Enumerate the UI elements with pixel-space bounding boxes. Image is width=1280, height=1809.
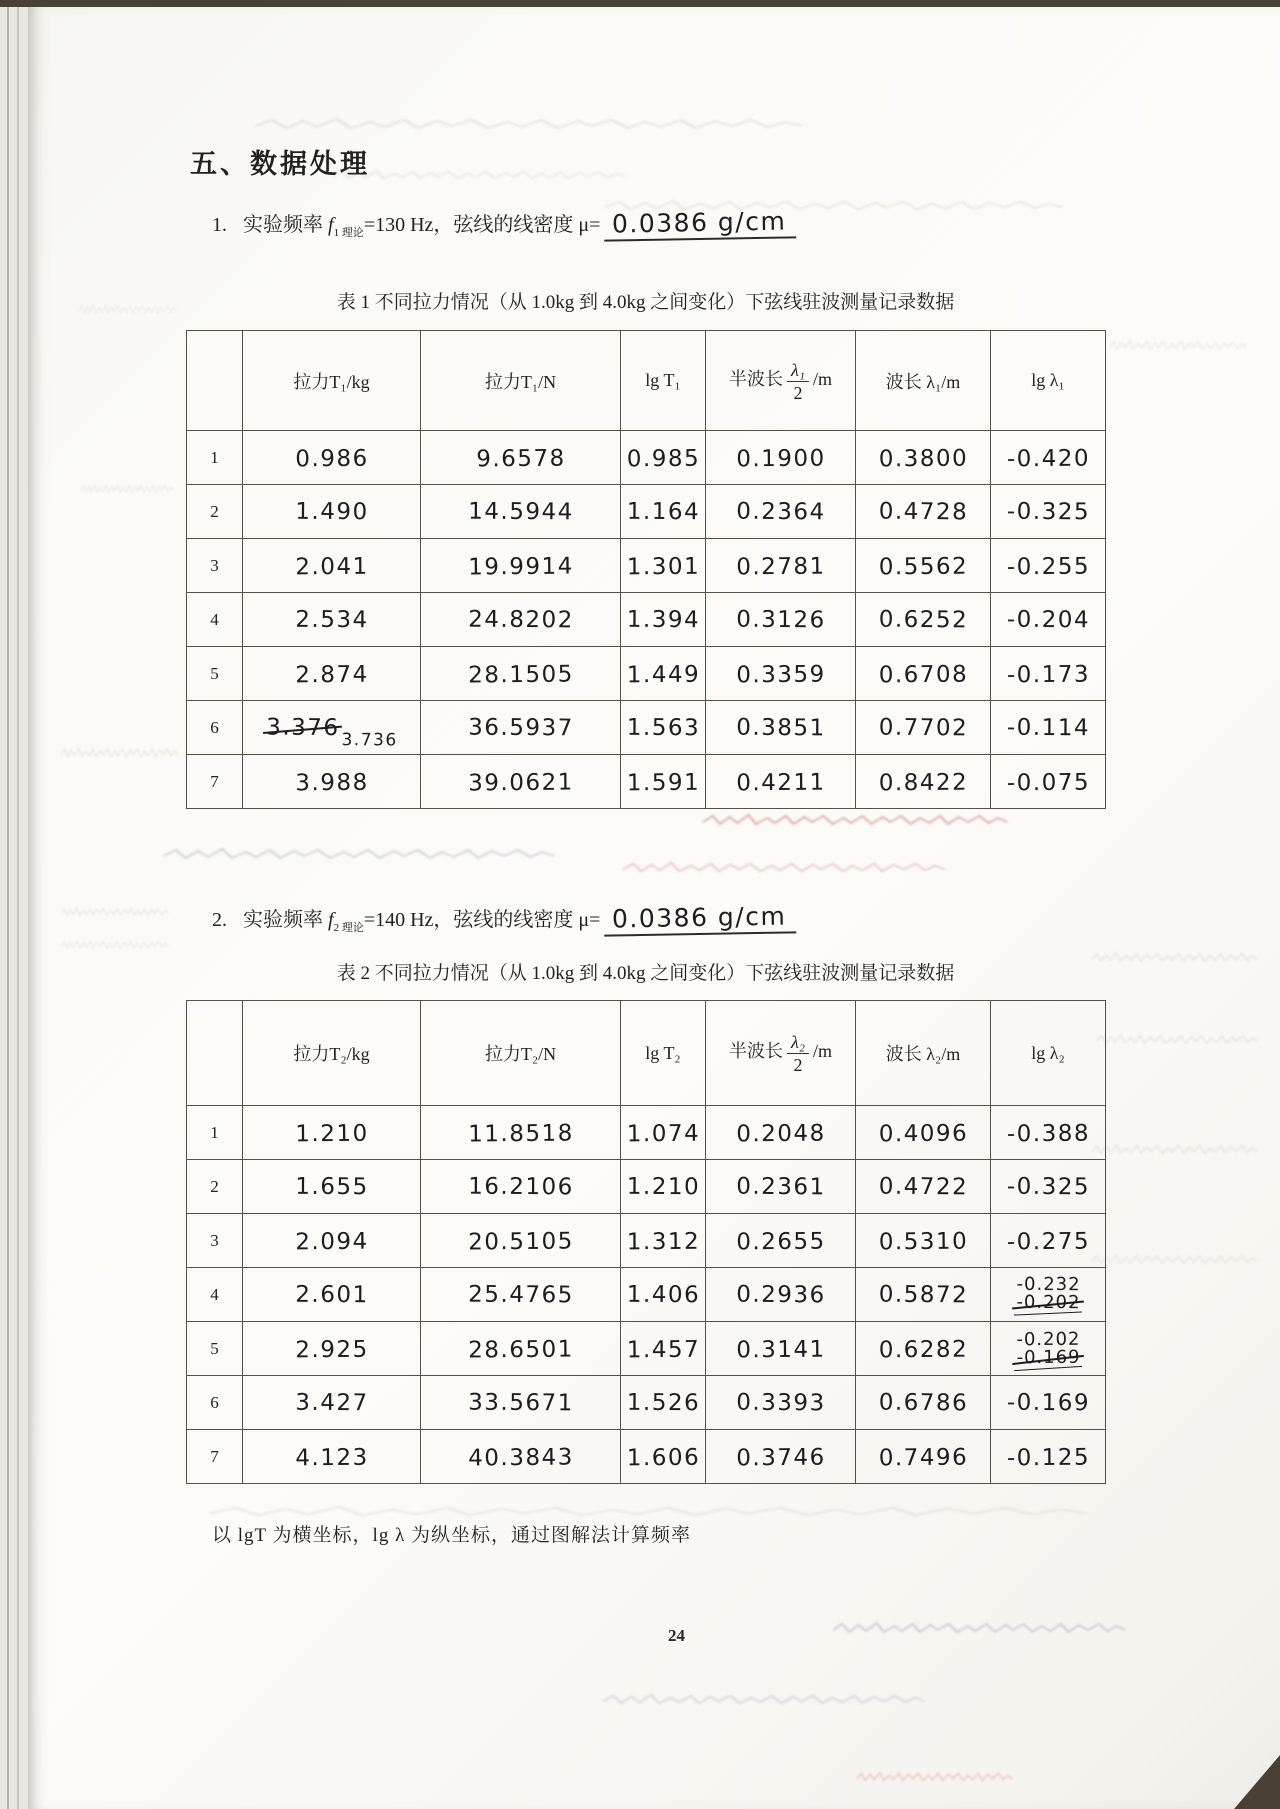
table-cell: 25.4765 — [420, 1267, 620, 1322]
table-row — [187, 431, 1106, 485]
table-cell: 0.986 — [242, 431, 420, 487]
table-cell — [242, 700, 420, 755]
col-header-wavelength: 波长 λ₂/m — [856, 1001, 991, 1106]
table-cell: 19.9914 — [420, 539, 620, 595]
table-cell: 0.2361 — [705, 1159, 855, 1214]
col-header-wavelength: 波长 λ₁/m — [856, 331, 991, 431]
table-cell: 2.041 — [242, 539, 420, 595]
row-number: 1 — [187, 431, 243, 485]
table-cell: 14.5944 — [420, 484, 620, 539]
table-cell: 1.312 — [620, 1214, 705, 1269]
table-cell: -0.173 — [990, 647, 1105, 702]
item-text: 实验频率 — [243, 909, 323, 931]
table-cell: 33.5671 — [420, 1375, 620, 1430]
col-header-half-wavelength — [706, 1001, 856, 1106]
table-cell: 28.1505 — [420, 647, 620, 703]
scan-top-edge — [0, 0, 1280, 7]
table-cell: 1.490 — [242, 484, 420, 539]
table-cell — [990, 1322, 1105, 1377]
col-header-lg-wavelength: lg λ₁ — [991, 331, 1106, 431]
table-cell: 1.563 — [620, 700, 705, 755]
table-cell: 0.2364 — [705, 484, 855, 539]
col-header-lg-wavelength: lg λ₂ — [991, 1001, 1106, 1106]
table-cell: 1.526 — [620, 1375, 705, 1430]
table-cell: 1.457 — [620, 1322, 705, 1377]
unit-label: /m — [813, 1041, 833, 1062]
table-cell: 2.534 — [242, 592, 420, 647]
table-header-row — [187, 1001, 1106, 1106]
corrected-value: -0.202 — [1015, 1327, 1081, 1350]
table-cell: 11.8518 — [420, 1106, 620, 1162]
table-cell: 0.8422 — [855, 755, 990, 810]
frequency-subscript: 2 理论 — [333, 922, 364, 934]
table-row — [187, 701, 1106, 755]
item-number: 1. — [212, 214, 227, 236]
page-number: 24 — [668, 1626, 685, 1645]
table-row — [187, 755, 1106, 809]
corrected-value: 3.736 — [340, 729, 398, 750]
frequency-symbol: f — [328, 214, 334, 236]
table-row — [187, 539, 1106, 593]
section-title: 五、数据处理 — [190, 149, 370, 179]
table-cell: 0.7702 — [855, 700, 990, 755]
table-cell: 16.2106 — [420, 1159, 620, 1214]
page-edge-line — [7, 7, 9, 1809]
table-cell: 0.3126 — [705, 592, 855, 647]
table-cell: 0.4211 — [705, 755, 855, 810]
row-number: 7 — [187, 1430, 243, 1484]
table-row — [187, 1430, 1106, 1484]
table-cell: 0.3800 — [855, 431, 990, 486]
table-cell: -0.420 — [990, 431, 1105, 486]
col-header-tension-n: 拉力T₂/N — [421, 1001, 621, 1106]
table2-caption: 表 2 不同拉力情况（从 1.0kg 到 4.0kg 之间变化）下弦线驻波测量记录数据 — [336, 963, 955, 984]
struck-value: -0.202 — [1015, 1291, 1081, 1314]
frequency-subscript: 1 理论 — [333, 227, 364, 239]
table-cell: 0.6252 — [855, 592, 990, 647]
fraction — [787, 1032, 809, 1074]
col-header-tension-kg: 拉力T₂/kg — [243, 1001, 421, 1106]
table-cell: 2.094 — [242, 1214, 420, 1270]
table-cell: 0.4096 — [855, 1106, 990, 1161]
table-cell: 0.985 — [620, 431, 705, 486]
item-text: 实验频率 — [243, 214, 323, 236]
table-cell: -0.325 — [990, 484, 1105, 539]
table-row — [187, 1214, 1106, 1268]
row-number: 7 — [187, 755, 243, 809]
table-cell: 0.4722 — [855, 1159, 990, 1214]
struck-value: 3.376 — [265, 714, 340, 741]
table-cell: 0.3141 — [705, 1322, 855, 1377]
page-edge-line — [17, 7, 19, 1809]
table-cell: 0.4728 — [855, 484, 990, 539]
corrected-value: -0.232 — [1015, 1272, 1081, 1295]
table-header-row — [187, 331, 1106, 431]
table-cell: 0.2655 — [705, 1214, 855, 1269]
table-cell: 1.210 — [242, 1106, 420, 1162]
table-cell: -0.075 — [990, 755, 1105, 810]
table2-body — [187, 1106, 1106, 1484]
table-cell: 2.601 — [242, 1267, 420, 1322]
row-number: 6 — [187, 1376, 243, 1430]
row-number: 5 — [187, 647, 243, 701]
density-value-handwritten: 0.0386 g/cm — [604, 206, 797, 241]
table-cell: 39.0621 — [420, 755, 620, 811]
frequency-symbol: f — [328, 909, 334, 931]
table2-standing-wave-data — [186, 1000, 1106, 1484]
table-cell: 0.3851 — [705, 700, 855, 755]
table-cell: 1.655 — [242, 1159, 420, 1214]
fraction-numerator: λ₂ — [787, 1032, 809, 1054]
table-cell: 0.7496 — [855, 1430, 990, 1485]
table-cell: -0.255 — [990, 539, 1105, 594]
table-row — [187, 647, 1106, 701]
table-cell: 0.6786 — [855, 1375, 990, 1430]
col-header-row-number — [187, 1001, 243, 1106]
table-cell: 40.3843 — [420, 1430, 620, 1486]
table-cell: 2.874 — [242, 647, 420, 703]
experiment-1-line — [212, 208, 797, 240]
table-cell: 3.427 — [242, 1375, 420, 1430]
table-cell: 1.591 — [620, 755, 705, 810]
table-cell: 20.5105 — [420, 1214, 620, 1270]
unit-label: /m — [813, 368, 833, 389]
table-cell: 0.2048 — [705, 1106, 855, 1161]
table-row — [187, 1106, 1106, 1160]
stacked-values — [1015, 1272, 1081, 1314]
fraction-denominator: 2 — [793, 382, 803, 403]
half-wavelength-label: 半波长 — [728, 1041, 783, 1062]
fraction-numerator: λ₁ — [787, 360, 809, 382]
table1-caption: 表 1 不同拉力情况（从 1.0kg 到 4.0kg 之间变化）下弦线驻波测量记录数据 — [336, 292, 955, 313]
table-row — [187, 1268, 1106, 1322]
stacked-values — [1015, 1327, 1081, 1369]
row-number: 4 — [187, 1268, 243, 1322]
table-cell: -0.125 — [990, 1430, 1105, 1485]
row-number: 6 — [187, 701, 243, 755]
table-cell: 1.074 — [620, 1106, 705, 1161]
table-cell: 3.988 — [242, 755, 420, 811]
table-cell: 0.1900 — [705, 431, 855, 486]
table-cell: 1.210 — [620, 1159, 705, 1214]
col-header-tension-n: 拉力T₁/N — [421, 331, 621, 431]
table-cell: -0.275 — [990, 1214, 1105, 1269]
row-number: 2 — [187, 485, 243, 539]
table-cell: 0.5562 — [855, 539, 990, 594]
col-header-row-number — [187, 331, 243, 431]
table-cell: 1.394 — [620, 592, 705, 647]
row-number: 2 — [187, 1160, 243, 1214]
table-cell: 0.2936 — [705, 1267, 855, 1322]
table-cell: -0.114 — [990, 700, 1105, 755]
table-cell: 9.6578 — [420, 431, 620, 487]
table-cell: 0.6708 — [855, 647, 990, 702]
table1-body — [187, 431, 1106, 809]
table-cell: 28.6501 — [420, 1322, 620, 1378]
col-header-lg-t: lg T₁ — [621, 331, 706, 431]
table-row — [187, 1160, 1106, 1214]
table-cell: 0.3359 — [705, 647, 855, 702]
item-text: =140 Hz，弦线的线密度 μ= — [363, 909, 601, 931]
table-cell: 36.5937 — [420, 700, 620, 755]
row-number: 1 — [187, 1106, 243, 1160]
footer-note: 以 lgT 为横坐标，lg λ 为纵坐标，通过图解法计算频率 — [212, 1525, 692, 1546]
table-cell: 0.2781 — [705, 539, 855, 594]
fraction-denominator: 2 — [793, 1055, 803, 1075]
item-number: 2. — [212, 909, 227, 931]
table-cell: -0.325 — [990, 1159, 1105, 1214]
table-cell: 1.164 — [620, 484, 705, 539]
table1-standing-wave-data — [186, 330, 1106, 809]
table-row — [187, 593, 1106, 647]
table-cell: 2.925 — [242, 1322, 420, 1378]
table-cell: 1.606 — [620, 1430, 705, 1485]
col-header-tension-kg: 拉力T₁/kg — [243, 331, 421, 431]
book-page-edges — [0, 7, 28, 1809]
row-number: 4 — [187, 593, 243, 647]
fraction — [787, 360, 809, 402]
item-text: =130 Hz，弦线的线密度 μ= — [363, 214, 601, 236]
col-header-half-wavelength — [706, 331, 856, 431]
half-wavelength-label: 半波长 — [728, 368, 783, 389]
struck-value: -0.169 — [1015, 1346, 1081, 1369]
table-cell: -0.388 — [990, 1106, 1105, 1161]
table-row — [187, 1322, 1106, 1376]
table-cell: 4.123 — [242, 1430, 420, 1486]
table-cell: 0.6282 — [855, 1322, 990, 1377]
table-cell: -0.169 — [990, 1375, 1105, 1430]
row-number: 5 — [187, 1322, 243, 1376]
table-cell: 0.3746 — [705, 1430, 855, 1485]
table-cell: 1.449 — [620, 647, 705, 702]
table-cell: 1.406 — [620, 1267, 705, 1322]
experiment-2-line — [212, 903, 797, 935]
table-cell: 24.8202 — [420, 592, 620, 647]
density-value-handwritten: 0.0386 g/cm — [604, 901, 797, 936]
row-number: 3 — [187, 1214, 243, 1268]
table-row — [187, 1376, 1106, 1430]
row-number: 3 — [187, 539, 243, 593]
table-cell: 1.301 — [620, 539, 705, 594]
table-row — [187, 485, 1106, 539]
table-cell: 0.3393 — [705, 1375, 855, 1430]
col-header-lg-t: lg T₂ — [621, 1001, 706, 1106]
table-cell: 0.5872 — [855, 1267, 990, 1322]
table-cell: -0.204 — [990, 592, 1105, 647]
table-cell: 0.5310 — [855, 1214, 990, 1269]
table-cell — [990, 1267, 1105, 1322]
